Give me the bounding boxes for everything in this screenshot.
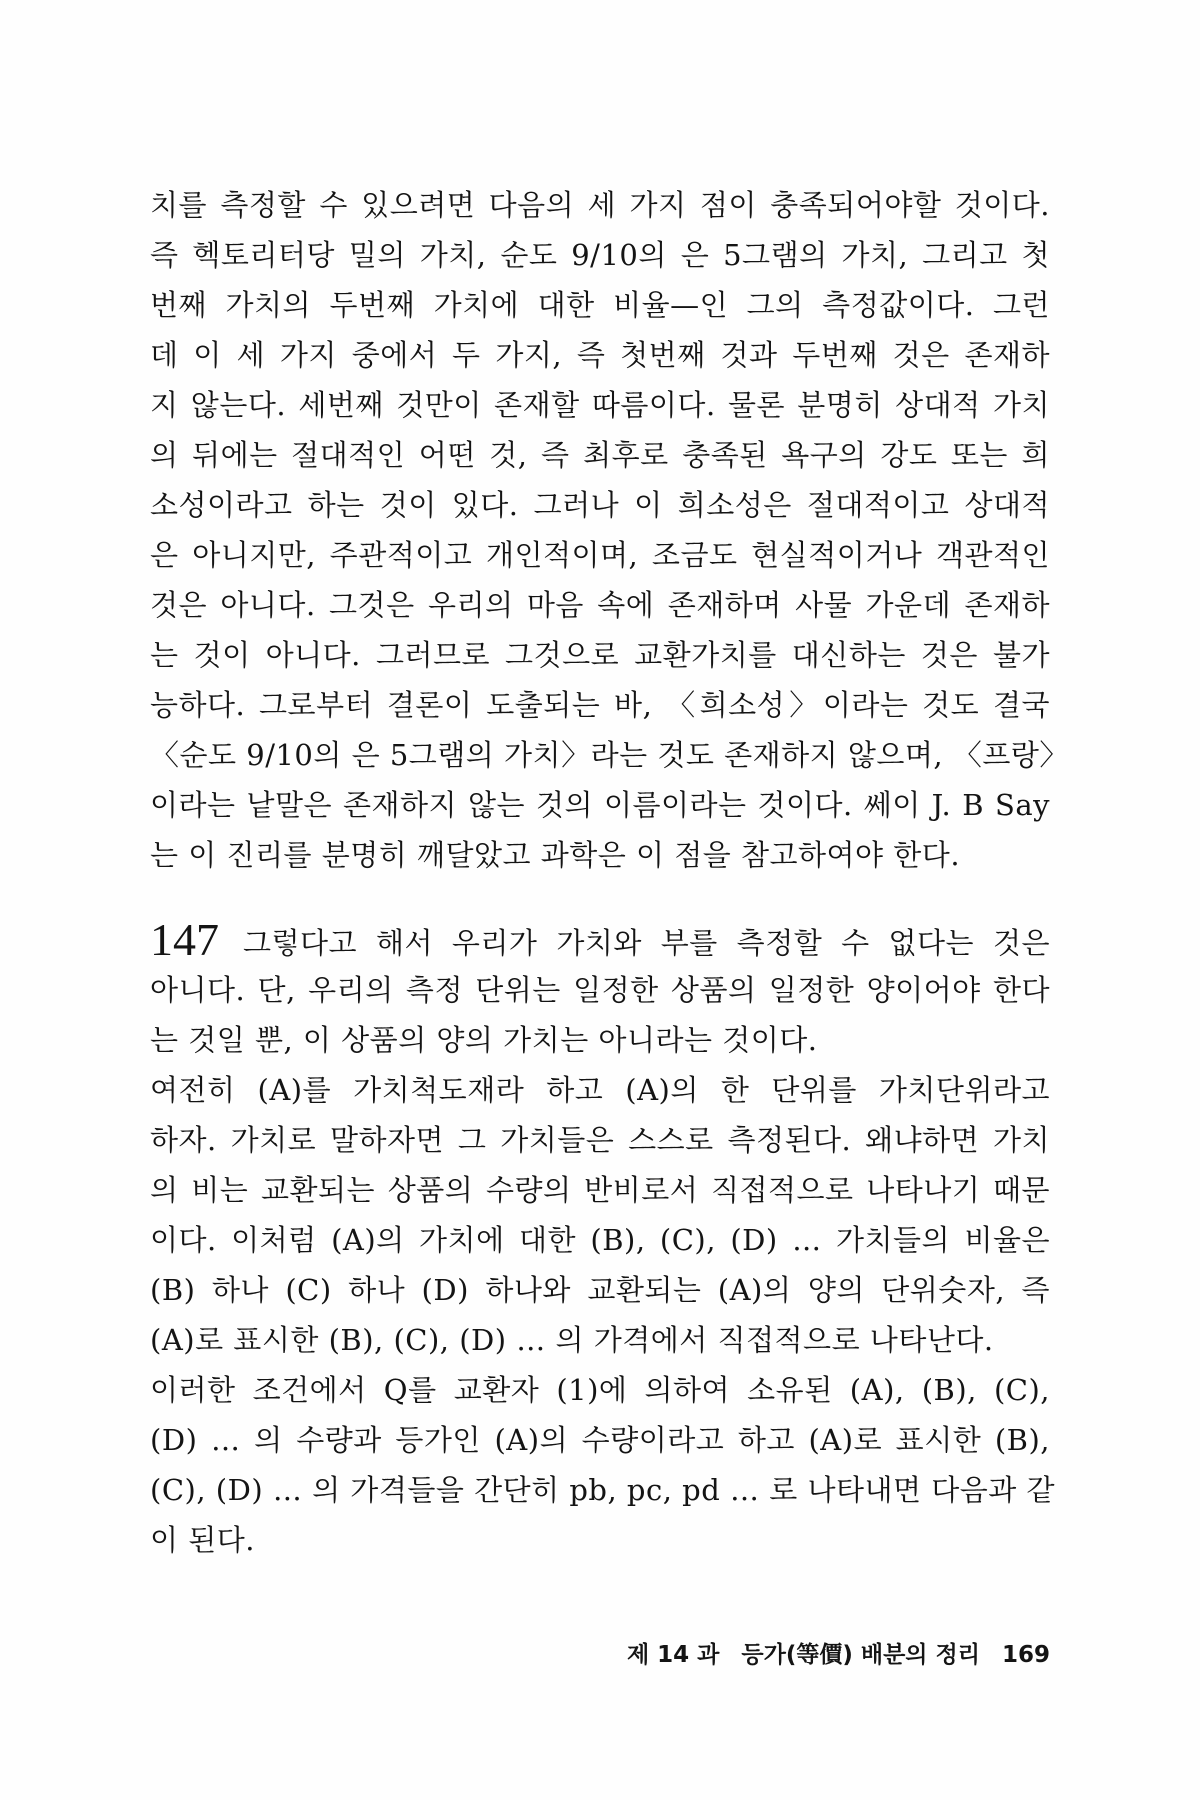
text-line: (B) 하나 (C) 하나 (D) 하나와 교환되는 (A)의 양의 단위숫자, 즉 — [150, 1273, 1050, 1307]
text-line: 치를 측정할 수 있으려면 다음의 세 가지 점이 충족되어야할 것이다. — [150, 188, 1050, 222]
text-line: 은 아니지만, 주관적이고 개인적이며, 조금도 현실적이거나 객관적인 — [150, 538, 1050, 572]
page-number: 169 — [1001, 1642, 1050, 1668]
text-line: (C), (D) … 의 가격들을 간단히 pb, pc, pd … 로 나타내면 다음과 같 — [150, 1473, 1055, 1507]
text-line: 번째 가치의 두번째 가치에 대한 비율—인 그의 측정값이다. 그런 — [150, 288, 1050, 322]
text-line: 것은 아니다. 그것은 우리의 마음 속에 존재하며 사물 가운데 존재하 — [150, 588, 1050, 622]
text-line: 능하다. 그로부터 결론이 도출되는 바, 〈희소성〉이라는 것도 결국 — [150, 688, 1050, 722]
text-line: 지 않는다. 세번째 것만이 존재할 따름이다. 물론 분명히 상대적 가치 — [150, 388, 1050, 422]
text-line: 의 비는 교환되는 상품의 수량의 반비로서 직접적으로 나타나기 때문 — [150, 1173, 1050, 1207]
section-first-line — [150, 915, 1050, 965]
text-line: 〈순도 9/10의 은 5그램의 가치〉라는 것도 존재하지 않으며, 〈프랑〉 — [150, 738, 1069, 772]
text-line: 하자. 가치로 말하자면 그 가치들은 스스로 측정된다. 왜냐하면 가치 — [150, 1123, 1050, 1157]
text-line: 여전히 (A)를 가치척도재라 하고 (A)의 한 단위를 가치단위라고 — [150, 1073, 1050, 1107]
running-footer — [627, 1635, 1050, 1675]
text-line: 이라는 낱말은 존재하지 않는 것의 이름이라는 것이다. 쎄이 J. B Say — [150, 788, 1050, 822]
text-line: 데 이 세 가지 중에서 두 가지, 즉 첫번째 것과 두번째 것은 존재하 — [150, 338, 1050, 372]
text-line: 이다. 이처럼 (A)의 가치에 대한 (B), (C), (D) … 가치들의 비율은 — [150, 1223, 1050, 1257]
text-line: 이러한 조건에서 Q를 교환자 (1)에 의하여 소유된 (A), (B), (C), — [150, 1373, 1050, 1407]
text-line: 소성이라고 하는 것이 있다. 그러나 이 희소성은 절대적이고 상대적 — [150, 488, 1050, 522]
text-line: (A)로 표시한 (B), (C), (D) … 의 가격에서 직접적으로 나타난다. — [150, 1323, 994, 1357]
text-line: 그렇다고 해서 우리가 가치와 부를 측정할 수 없다는 것은 — [243, 926, 1050, 960]
text-line: 는 것일 뿐, 이 상품의 양의 가치는 아니라는 것이다. — [150, 1023, 818, 1057]
text-line: 의 뒤에는 절대적인 어떤 것, 즉 최후로 충족된 욕구의 강도 또는 희 — [150, 438, 1050, 472]
footer-chapter: 제 14 과 — [626, 1642, 720, 1668]
text-line: (D) … 의 수량과 등가인 (A)의 수량이라고 하고 (A)로 표시한 (B), — [150, 1423, 1050, 1457]
text-line: 는 이 진리를 분명히 깨달았고 과학은 이 점을 참고하여야 한다. — [150, 838, 961, 872]
text-line: 이 된다. — [150, 1523, 255, 1557]
footer-title: 등가(等價) 배분의 정리 — [741, 1642, 980, 1668]
text-line: 즉 헥토리터당 밀의 가치, 순도 9/10의 은 5그램의 가치, 그리고 첫 — [150, 238, 1050, 272]
paragraph-block-2 — [150, 914, 1055, 1565]
section-number: 147 — [150, 914, 219, 965]
paragraph-block-1 — [150, 180, 1069, 880]
text-line: 아니다. 단, 우리의 측정 단위는 일정한 상품의 일정한 양이어야 한다 — [150, 973, 1050, 1007]
text-line: 는 것이 아니다. 그러므로 그것으로 교환가치를 대신하는 것은 불가 — [150, 638, 1050, 672]
